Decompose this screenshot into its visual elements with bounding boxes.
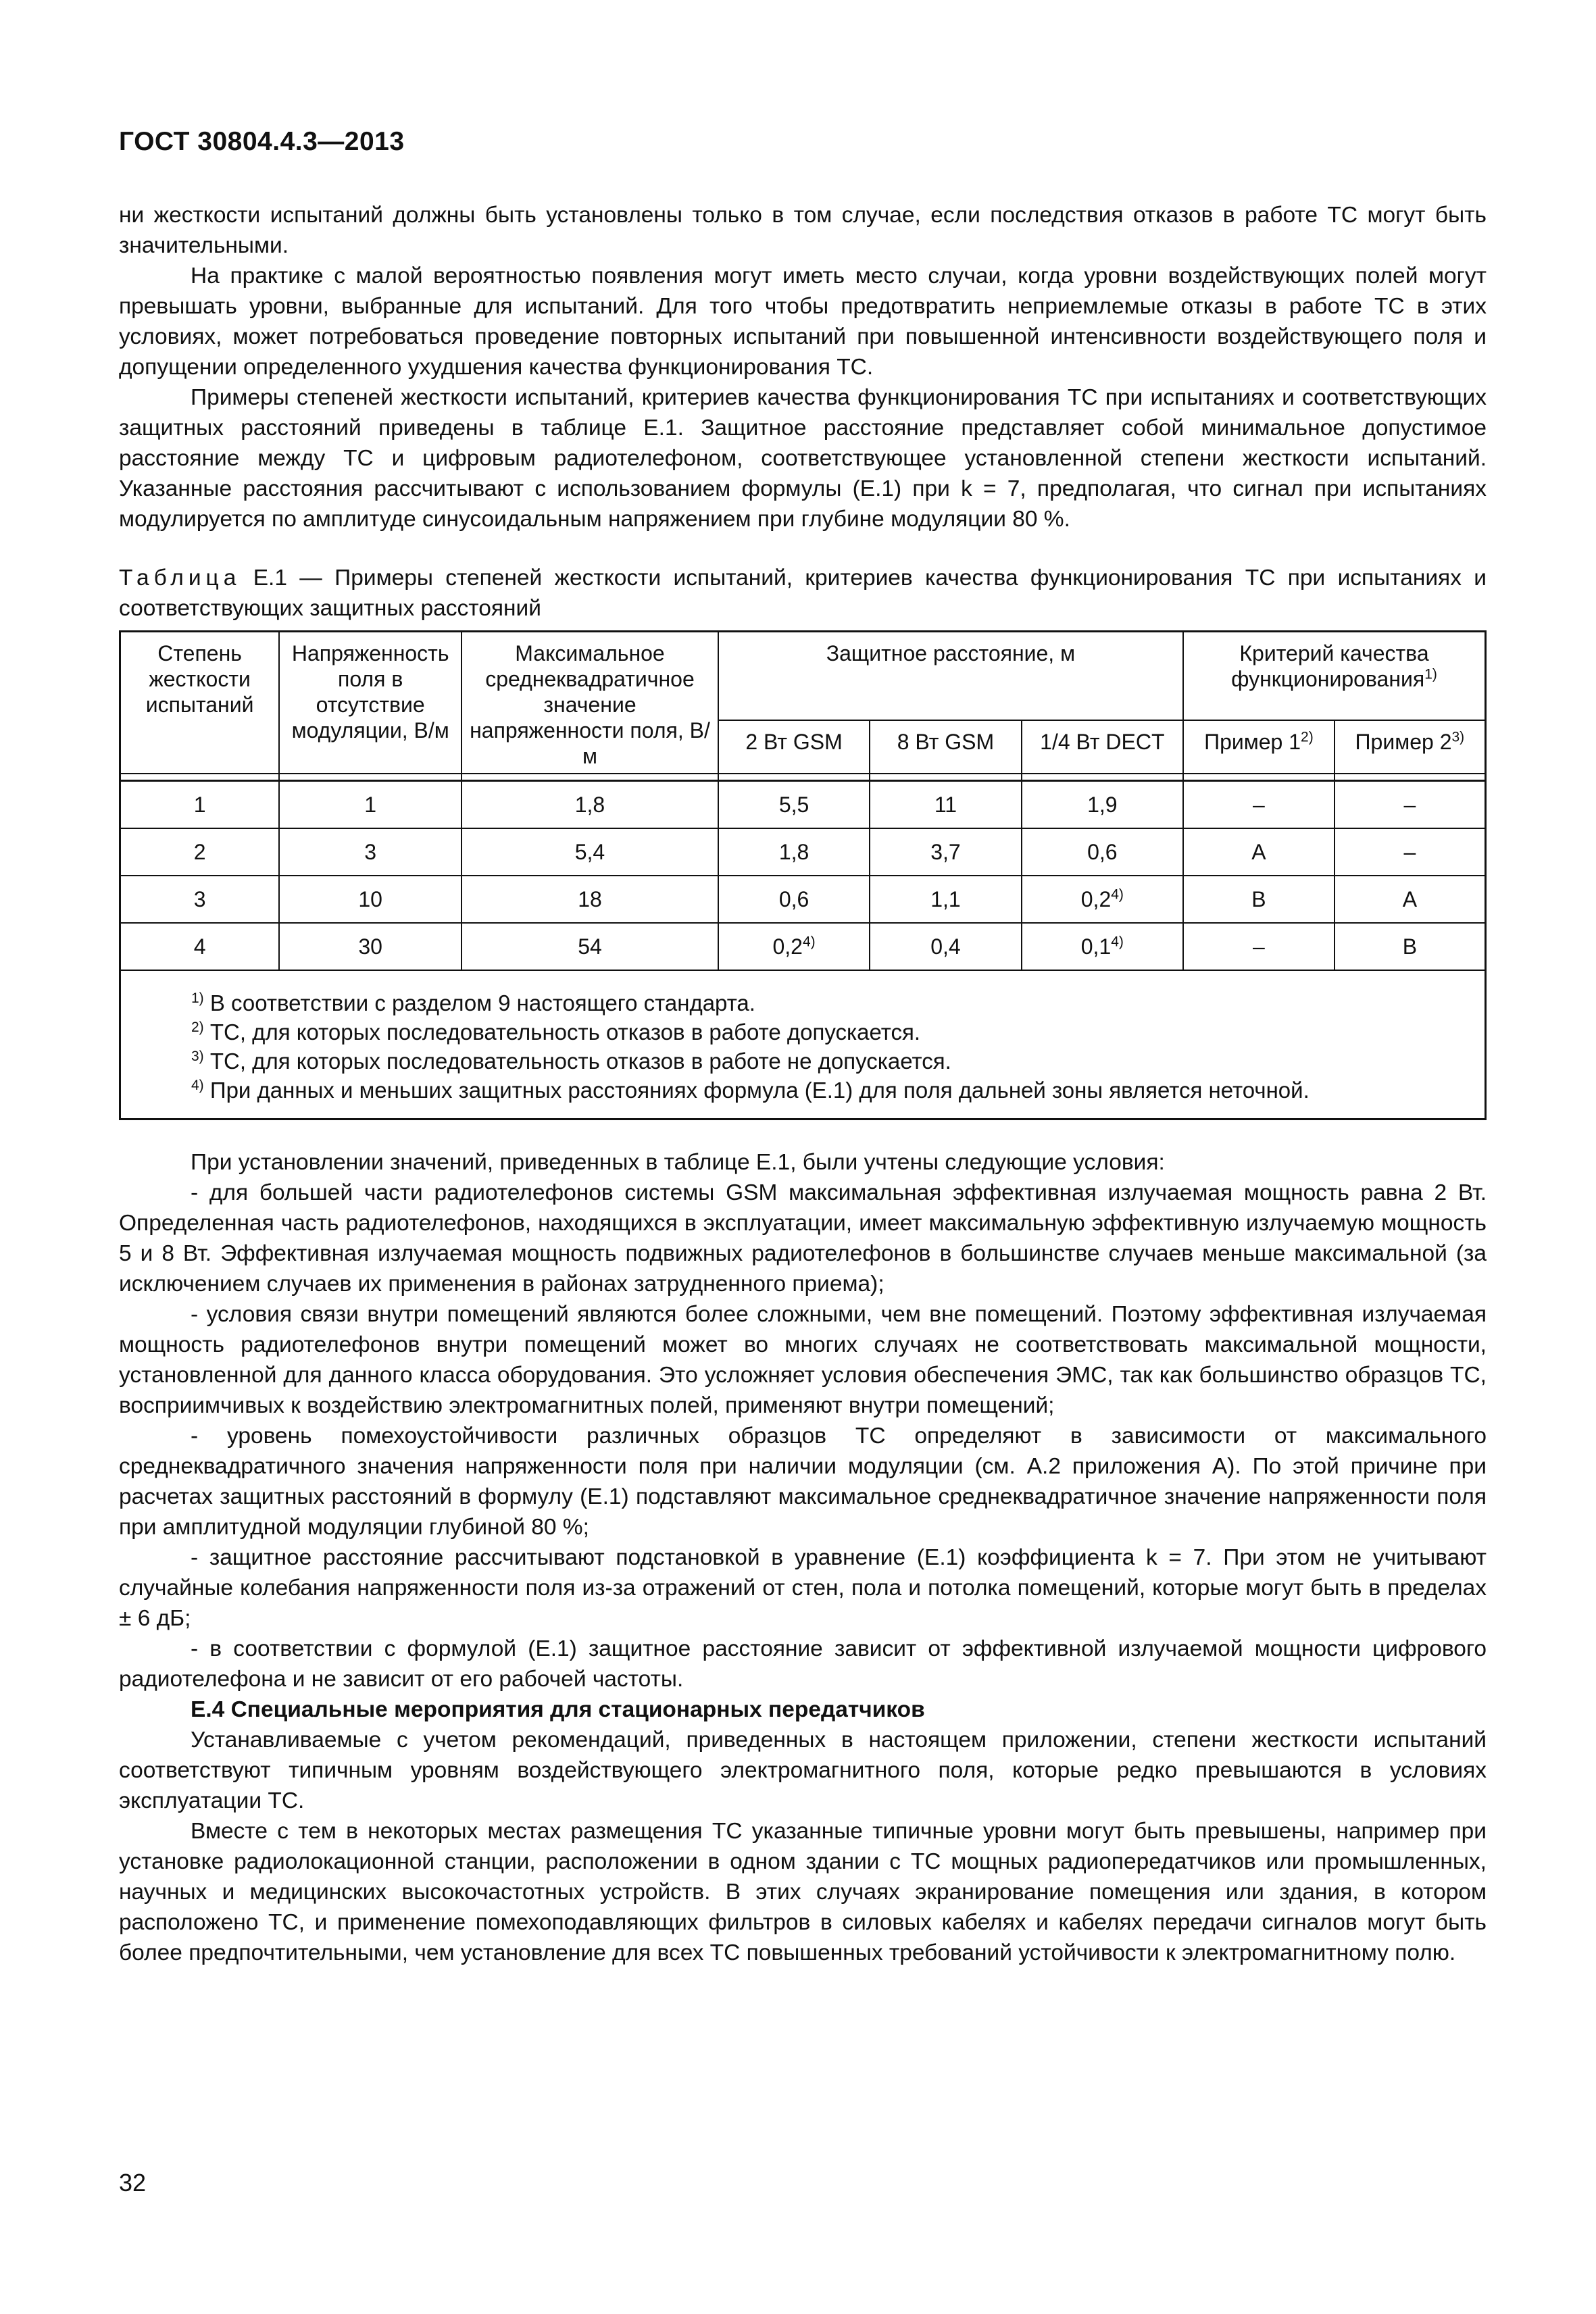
list-item: - уровень помехоустойчивости различных образцов ТС определяют в зависимости от максимального среднеквадратичного значения напряженности поля при наличии модуляции (см. А.2 приложения А). По этой причине при расчетах защитных расстояний в формулу (Е.1) подставляют максимальное среднеквадратичное значение напряженности поля при амплитудной модуляции глубиной 80 %; [119, 1424, 1487, 1540]
cell-dect-value: 1,9 [1087, 793, 1118, 817]
header-example-1 [1183, 720, 1335, 774]
cell-level [120, 828, 280, 876]
footnote-text: В соответствии с разделом 9 настоящего стандарта. [203, 990, 755, 1015]
table-caption-text: Е.1 — Примеры степеней жесткости испытаний, критериев качества функционирования ТС при испытаниях и соответствующих защитных расстояний [119, 565, 1487, 621]
cell-2w-gsm [718, 781, 870, 829]
footnote-mark: 1) [191, 990, 204, 1006]
cell-field-value: 3 [364, 840, 377, 864]
footnote-mark: 4) [1111, 886, 1124, 903]
header-protection-distance: Защитное расстояние, м [718, 632, 1183, 720]
header-field-strength: Напряженность поля в отсутствие модуляции, В/м [279, 632, 462, 774]
body-text [119, 200, 1487, 1968]
cell-example-2 [1335, 781, 1486, 829]
cell-max [462, 876, 718, 923]
cell-example-1-value: – [1252, 934, 1265, 959]
cell-example-1-value: А [1251, 840, 1266, 864]
cell-max [462, 828, 718, 876]
cell-field-value: 30 [358, 934, 382, 959]
cell-example-2 [1335, 828, 1486, 876]
cell-dect [1022, 876, 1183, 923]
footnote-3 [191, 1047, 1468, 1076]
cell-example-2-value: – [1403, 840, 1416, 864]
cell-max-value: 18 [578, 887, 602, 911]
cell-dect-value: 0,1 [1080, 934, 1112, 959]
cell-2w-gsm [718, 876, 870, 923]
cell-example-2-value: – [1403, 793, 1416, 817]
header-example-2-text: Пример 2 [1355, 729, 1452, 754]
table-row [120, 828, 1486, 876]
cell-example-1-value: В [1251, 887, 1266, 911]
cell-2w-gsm [718, 828, 870, 876]
cell-example-1 [1183, 828, 1335, 876]
list-item: - для большей части радиотелефонов системы GSM максимальная эффективная излучаемая мощность равна 2 Вт. Определенная часть радиотелефонов, находящихся в эксплуатации, имеет максимальную эффективную излучаемую мощность 5 и 8 Вт. Эффективная излучаемая мощность подвижных радиотелефонов в большинстве случаев меньше максимальной (за исключением случаев их применения в районах затрудненного приема); [119, 1180, 1487, 1297]
cell-field [279, 876, 462, 923]
cell-field-value: 1 [364, 793, 377, 817]
table-caption [119, 563, 1487, 624]
cell-8w-gsm [870, 781, 1021, 829]
footnote-text: ТС, для которых последовательность отказов в работе допускается. [203, 1020, 921, 1045]
cell-8w-gsm [870, 876, 1021, 923]
paragraph-continuation: ни жесткости испытаний должны быть установлены только в том случае, если последствия отказов в работе ТС могут быть значительными. [119, 203, 1487, 258]
cell-example-1-value: – [1252, 793, 1265, 817]
footnote-mark: 1) [1424, 666, 1437, 682]
paragraph: При установлении значений, приведенных в таблице Е.1, были учтены следующие условия: [191, 1150, 1165, 1175]
list-item: - условия связи внутри помещений являются более сложными, чем вне помещений. Поэтому эффективная излучаемая мощность радиотелефонов внутри помещений может во многих случаях не соответствовать максимальной мощности, установленной для данного класса оборудования. Это усложняет условия обеспечения ЭМС, так как большинство образцов ТС, восприимчивых к воздействию электромагнитных полей, применяют внутри помещений; [119, 1302, 1487, 1418]
cell-2w-gsm-value: 1,8 [778, 840, 809, 864]
list-item: - в соответствии с формулой (Е.1) защитное расстояние зависит от эффективной излучаемой мощности цифрового радиотелефона и не зависит от его рабочей частоты. [119, 1636, 1487, 1692]
footnote-mark: 2) [1301, 729, 1314, 745]
cell-2w-gsm-value: 0,6 [778, 887, 809, 911]
cell-dect [1022, 923, 1183, 970]
cell-dect [1022, 781, 1183, 829]
footnote-mark: 4) [802, 934, 816, 950]
header-dect [1022, 720, 1183, 774]
cell-example-2 [1335, 923, 1486, 970]
cell-dect [1022, 828, 1183, 876]
table-row [120, 923, 1486, 970]
header-separator [120, 774, 1486, 781]
cell-level-value: 2 [193, 840, 206, 864]
cell-dect-value: 0,2 [1080, 887, 1112, 911]
header-criterion [1183, 632, 1485, 720]
cell-example-1 [1183, 781, 1335, 829]
protection-distance-table [119, 630, 1487, 1120]
cell-example-2-value: В [1402, 934, 1418, 959]
table-caption-prefix: Таблица [119, 565, 241, 590]
cell-8w-gsm-value: 3,7 [930, 840, 961, 864]
dect-text: Вт DECT [1070, 729, 1165, 754]
footnote-text: ТС, для которых последовательность отказов в работе не допускается. [203, 1049, 951, 1074]
table-footnotes [120, 970, 1486, 1120]
cell-level-value: 1 [193, 793, 206, 817]
footnote-mark: 4) [191, 1078, 204, 1093]
cell-max-value: 54 [578, 934, 602, 959]
paragraph: Примеры степеней жесткости испытаний, критериев качества функционирования ТС при испытаниях и соответствующих защитных расстояний приведены в таблице Е.1. Защитное расстояние представляет собой минимальное допустимое расстояние между ТС и цифровым радиотелефоном, соответствующее установленной степени жесткости испытаний. Указанные расстояния рассчитывают с использованием формулы (Е.1) при k = 7, предполагая, что сигнал при испытаниях модулируется по амплитуде синусоидальным напряжением при глубине модуляции 80 %. [119, 385, 1487, 532]
cell-field [279, 828, 462, 876]
cell-field [279, 781, 462, 829]
section-heading: Е.4 Специальные мероприятия для стационарных передатчиков [191, 1697, 925, 1722]
cell-2w-gsm-value: 5,5 [778, 793, 809, 817]
cell-example-1 [1183, 876, 1335, 923]
footnote-1 [191, 988, 1468, 1017]
table-row [120, 781, 1486, 829]
footnote-2 [191, 1017, 1468, 1047]
cell-level [120, 781, 280, 829]
cell-max [462, 923, 718, 970]
list-item: - защитное расстояние рассчитывают подстановкой в уравнение (Е.1) коэффициента k = 7. При этом не учитывают случайные колебания напряженности поля из-за отражений от стен, пола и потолка помещений, которые могут быть в пределах ± 6 дБ; [119, 1545, 1487, 1631]
cell-8w-gsm-value: 1,1 [930, 887, 961, 911]
header-8w-gsm: 8 Вт GSM [870, 720, 1021, 774]
document-code-header: ГОСТ 30804.4.3—2013 [119, 127, 405, 156]
cell-level-value: 3 [193, 887, 206, 911]
header-example-2 [1335, 720, 1486, 774]
header-max-rms: Максимальное среднеквадратичное значение напряженности поля, В/м [462, 632, 718, 774]
page-number: 32 [119, 2169, 147, 2196]
cell-level [120, 923, 280, 970]
paragraph: Устанавливаемые с учетом рекомендаций, приведенных в настоящем приложении, степени жесткости испытаний соответствуют типичным уровням воздействующего электромагнитного поля, которые редко превышаются в условиях эксплуатации ТС. [119, 1728, 1487, 1813]
cell-2w-gsm [718, 923, 870, 970]
header-example-1-text: Пример 1 [1204, 729, 1301, 754]
paragraph: На практике с малой вероятностью появления могут иметь место случаи, когда уровни воздействующих полей могут превышать уровни, выбранные для испытаний. Для того чтобы предотвратить неприемлемые отказы в работе ТС в этих условиях, может потребоваться проведение повторных испытаний при повышенной интенсивности воздействующего поля и допущении определенного ухудшения качества функционирования ТС. [119, 263, 1487, 380]
cell-8w-gsm [870, 828, 1021, 876]
cell-example-1 [1183, 923, 1335, 970]
cell-level [120, 876, 280, 923]
paragraph: Вместе с тем в некоторых местах размещения ТС указанные типичные уровни могут быть превышены, например при установке радиолокационной станции, расположении в одном здании с ТС мощных радиопередатчиков или промышленных, научных и медицинских высокочастотных устройств. В этих случаях экранирование помещения или здания, в котором расположено ТС, и применение помехоподавляющих фильтров в силовых кабелях и кабелях передачи сигналов могут быть более предпочтительными, чем установление для всех ТС повышенных требований устойчивости к электромагнитному полю. [119, 1819, 1487, 1965]
cell-8w-gsm-value: 11 [934, 793, 957, 817]
cell-field [279, 923, 462, 970]
header-2w-gsm: 2 Вт GSM [718, 720, 870, 774]
cell-example-2 [1335, 876, 1486, 923]
cell-max-value: 5,4 [574, 840, 605, 864]
cell-example-2-value: А [1402, 887, 1418, 911]
cell-8w-gsm [870, 923, 1021, 970]
footnote-mark: 2) [191, 1020, 204, 1035]
cell-max [462, 781, 718, 829]
cell-dect-value: 0,6 [1087, 840, 1118, 864]
cell-field-value: 10 [358, 887, 382, 911]
dect-fraction: 1/4 [1040, 729, 1070, 754]
footnote-mark: 3) [1451, 729, 1465, 745]
cell-8w-gsm-value: 0,4 [930, 934, 961, 959]
footnote-4 [191, 1076, 1468, 1105]
header-criterion-text: Критерий качества функционирования [1231, 641, 1429, 691]
table-body [120, 781, 1486, 971]
cell-2w-gsm-value: 0,2 [772, 934, 803, 959]
footnote-mark: 3) [191, 1049, 204, 1064]
footnote-text: При данных и меньших защитных расстояниях формула (Е.1) для поля дальней зоны является неточной. [203, 1078, 1310, 1103]
cell-max-value: 1,8 [574, 793, 605, 817]
header-test-level: Степень жесткости испытаний [120, 632, 280, 774]
table-row [120, 876, 1486, 923]
footnote-mark: 4) [1111, 934, 1124, 950]
cell-level-value: 4 [193, 934, 206, 959]
